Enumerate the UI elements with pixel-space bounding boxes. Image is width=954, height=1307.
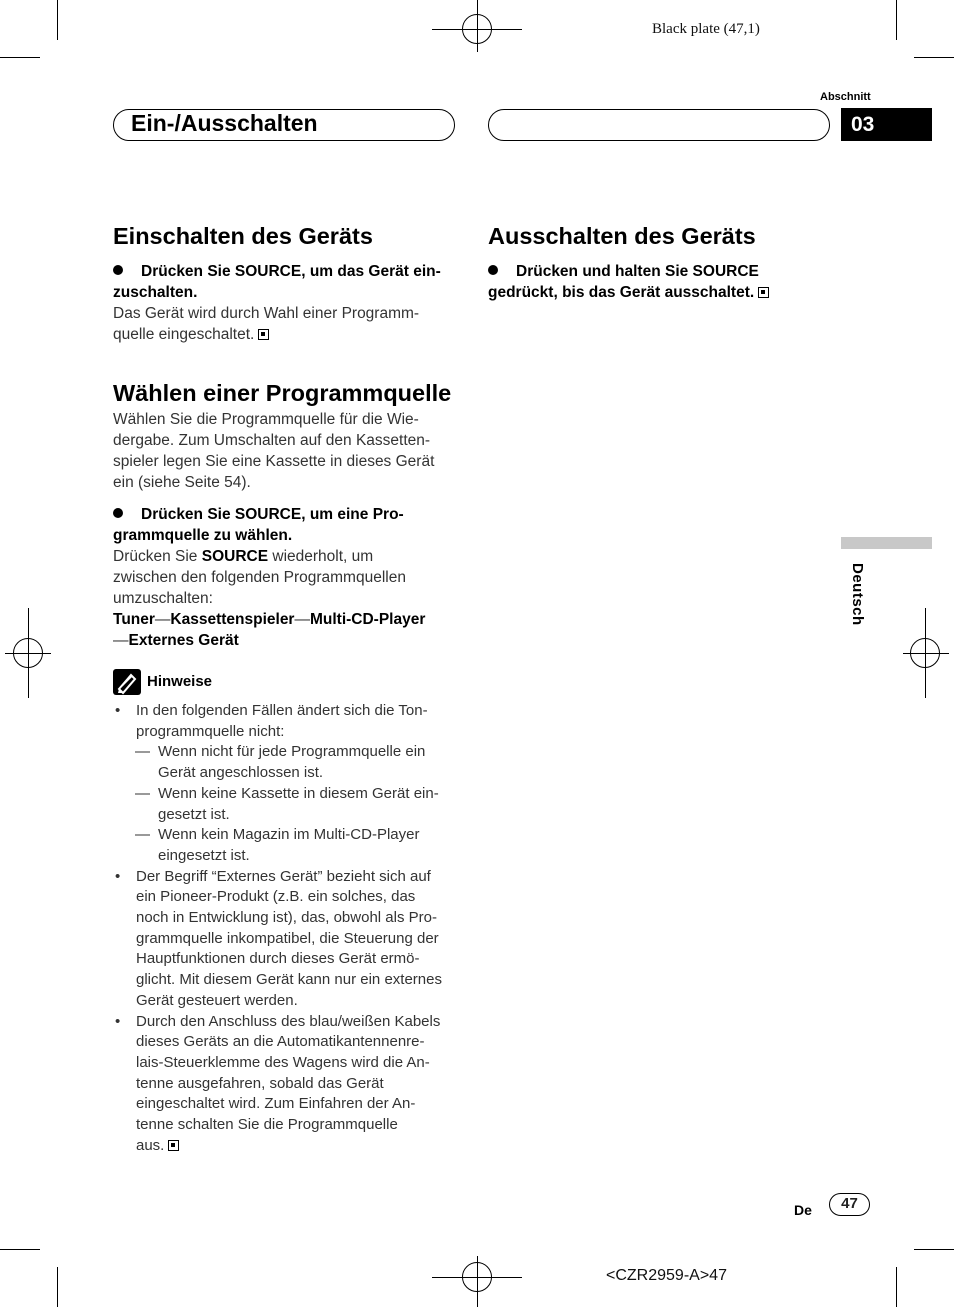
intro-programmquelle: Wählen Sie die Programmquelle für die Wie- dergabe. Zum Umschalten auf den Kassetten- spieler legen Sie eine Kassette in dieses Gerät ein (siehe Seite 54). <box>113 411 435 491</box>
heading-programmquelle: Wählen einer Programmquelle <box>113 380 452 406</box>
language-tab <box>841 537 932 549</box>
header-blank-pill <box>488 109 830 141</box>
page-number: 47 <box>829 1193 870 1216</box>
plate-label: Black plate (47,1) <box>652 21 760 37</box>
note-subitem: — Wenn nicht für jede Programmquelle ein Gerät angeschlossen ist. <box>135 743 426 782</box>
right-column <box>488 222 833 303</box>
step-einschalten: Drücken Sie SOURCE, um das Gerät ein- zuschalten. <box>113 263 441 301</box>
bullet-dot-icon <box>113 265 123 275</box>
body-einschalten: Das Gerät wird durch Wahl einer Programm- quelle eingeschaltet. <box>113 305 420 343</box>
notes-pencil-icon <box>113 669 141 695</box>
end-mark-icon <box>258 329 269 340</box>
footer-code: <CZR2959-A>47 <box>606 1267 727 1284</box>
section-number-badge: 03 <box>841 108 932 141</box>
source-sequence: Tuner—Kassettenspieler—Multi-CD-Player —Externes Gerät <box>113 611 426 649</box>
body-programmquelle: Drücken Sie SOURCE wiederholt, um zwischen den folgenden Programmquellen umzuschalten: <box>113 548 406 607</box>
bullet-dot-icon <box>113 508 123 518</box>
section-label: Abschnitt <box>820 91 871 103</box>
heading-einschalten: Einschalten des Geräts <box>113 223 373 249</box>
note-item: • In den folgenden Fällen ändert sich die Ton- programmquelle nicht: <box>115 702 428 740</box>
left-column <box>113 222 458 1156</box>
bullet-dot-icon <box>488 265 498 275</box>
note-item: • Der Begriff “Externes Gerät” bezieht sich auf ein Pioneer-Produkt (z.B. ein solches, das noch in Entwicklung ist), das, obwohl als Pro- grammquelle inkompatibel, die Steuerung der Hauptfunktionen durch dieses Gerät ermö- glicht. Mit diesem Gerät kann nur ein externes Gerät gesteuert werden. <box>115 867 442 1009</box>
step-ausschalten: Drücken und halten Sie SOURCE gedrückt, bis das Gerät ausschaltet. <box>488 261 833 303</box>
language-side-label: Deutsch <box>849 563 866 626</box>
notes-header <box>113 669 458 695</box>
notes-list <box>113 701 458 1156</box>
end-mark-icon <box>168 1140 179 1151</box>
chapter-title-pill <box>113 109 455 141</box>
footer-lang-code: De <box>794 1202 812 1218</box>
heading-ausschalten: Ausschalten des Geräts <box>488 223 756 249</box>
end-mark-icon <box>758 287 769 298</box>
note-item: • Durch den Anschluss des blau/weißen Kabels dieses Geräts an die Automatikantennenre- lais-Steuerklemme des Wagens wird die An- tenne ausgefahren, sobald das Gerät eingeschaltet wird. Zum Einfahren der An- tenne schalten Sie die Programmquelle aus. <box>115 1012 441 1154</box>
notes-title: Hinweise <box>147 673 213 691</box>
note-subitem: — Wenn kein Magazin im Multi-CD-Player eingesetzt ist. <box>135 826 420 864</box>
step-programmquelle: Drücken Sie SOURCE, um eine Pro- grammquelle zu wählen. <box>113 506 404 544</box>
note-subitem: — Wenn keine Kassette in diesem Gerät ein- gesetzt ist. <box>135 784 439 823</box>
chapter-title: Ein-/Ausschalten <box>131 110 318 136</box>
